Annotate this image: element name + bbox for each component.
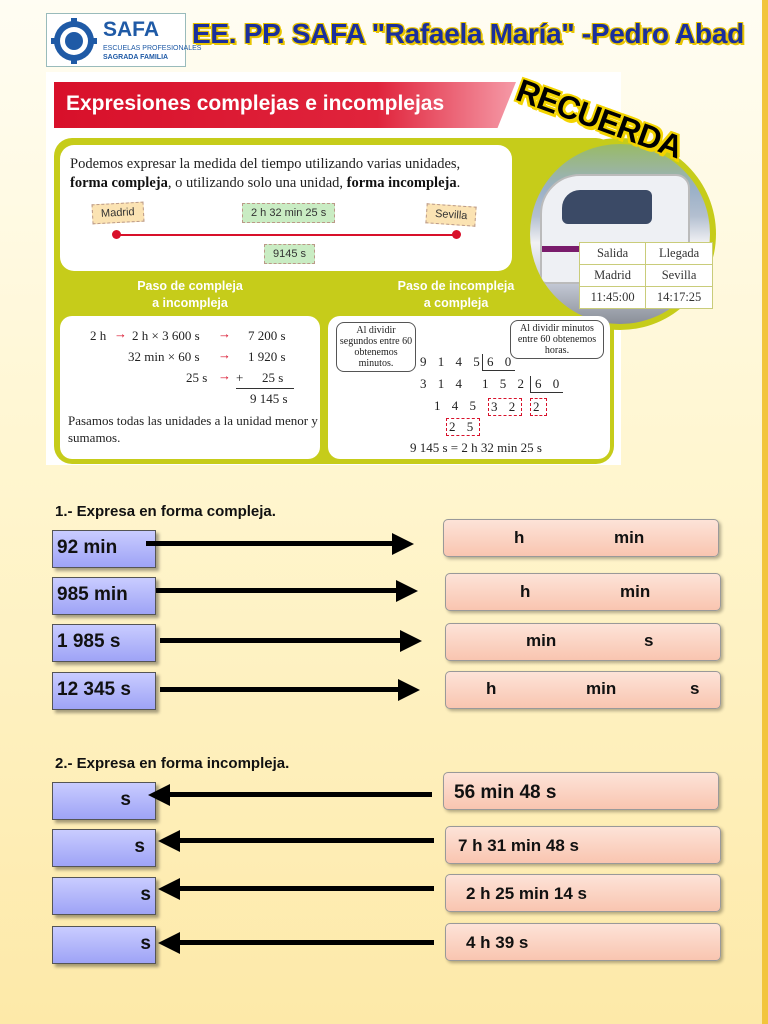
arrow-right-icon (156, 588, 398, 593)
answer-box[interactable] (52, 877, 156, 915)
division-divisor-1: 6 0 (482, 354, 515, 371)
arrow-right-icon (396, 580, 418, 602)
route-end-dot (452, 230, 461, 239)
answer-box[interactable] (443, 519, 719, 557)
arrow-left-icon (148, 784, 170, 806)
division-quotient-2: 3 2 (488, 398, 522, 416)
exercise-1-value: 985 min (52, 577, 156, 615)
right-title-line-2: a compleja (423, 296, 489, 310)
intro-term-compleja: forma compleja (70, 175, 168, 191)
schedule-row (580, 265, 713, 287)
exercise-2-value: 2 h 25 min 14 s (445, 874, 721, 912)
intro-end: . (456, 175, 461, 191)
lesson-banner-title: Expresiones complejas e incomplejas (66, 92, 445, 115)
division-remainder-2: 1 4 5 (434, 398, 480, 413)
arrow-left-icon (178, 838, 434, 843)
route-line (116, 234, 456, 236)
arrow-right-icon: → (218, 326, 231, 341)
exercise-2-value: 56 min 48 s (443, 772, 719, 810)
intro-line-1: Podemos expresar la medida del tiempo utilizando varias unidades, (70, 156, 461, 172)
schedule-cell: Madrid (580, 265, 646, 287)
unit-label: min (526, 631, 557, 650)
answer-box[interactable] (52, 782, 156, 820)
arrow-right-icon: → (114, 326, 127, 341)
recuerda-label: RECUERDA (511, 72, 687, 166)
exercise-1-value: 12 345 s (52, 672, 156, 710)
arrow-left-icon (178, 886, 434, 891)
unit-label: s (690, 679, 700, 698)
logo-subtitle-1: ESCUELAS PROFESIONALES (103, 45, 202, 52)
logo-subtitle-2: SAGRADA FAMILIA (103, 54, 169, 61)
schedule-header: Llegada (646, 243, 713, 265)
answer-box[interactable] (52, 926, 156, 964)
calc-seconds: 25 s (186, 370, 208, 385)
arrow-right-icon (398, 679, 420, 701)
arrow-right-icon: → (218, 368, 231, 383)
arrow-left-icon (178, 940, 434, 945)
answer-box[interactable] (445, 573, 721, 611)
arrow-right-icon (160, 687, 400, 692)
division-dividend: 9 1 4 5 (420, 354, 484, 369)
intro-middle: , o utilizando solo una unidad, (167, 175, 344, 191)
left-title-line-1: Paso de compleja (137, 279, 243, 293)
arrow-left-icon (158, 878, 180, 900)
exercise-2-value: 4 h 39 s (445, 923, 721, 961)
division-remainder-1: 3 1 4 (420, 376, 466, 391)
calc-minutes-mult: 32 min × 60 s (128, 349, 200, 364)
logo-name: SAFA (103, 18, 160, 41)
division-remainder-3: 2 5 (446, 418, 480, 436)
left-section-title (106, 278, 274, 312)
bubble-minutes: Al dividir minutos entre 60 obtenemos horas. (510, 320, 604, 359)
unit-label: s (140, 933, 151, 954)
intro-text (70, 155, 510, 193)
division-quotient-1: 1 5 2 (482, 376, 528, 391)
schedule-header-row (580, 243, 713, 265)
unit-label: min (614, 528, 645, 547)
right-section-title (366, 278, 546, 312)
arrow-right-icon (160, 638, 402, 643)
school-title: EE. PP. SAFA "Rafaela María" -Pedro Abad (192, 18, 744, 49)
answer-box[interactable] (52, 829, 156, 867)
schedule-header: Salida (580, 243, 646, 265)
gear-logo-icon (51, 18, 97, 64)
unit-label: min (586, 679, 617, 698)
tag-complex-time: 2 h 32 min 25 s (242, 203, 335, 223)
division-divisor-2: 6 0 (530, 376, 563, 393)
arrow-left-icon (158, 932, 180, 954)
calc-hours: 2 h (90, 328, 107, 343)
calc-hours-mult: 2 h × 3 600 s (132, 328, 200, 343)
calc-seconds-result: 25 s (262, 370, 284, 385)
calc-plus: + (236, 370, 244, 385)
tag-madrid: Madrid (92, 202, 145, 225)
division-quotient-3: 2 (530, 398, 547, 416)
schedule-cell: Sevilla (646, 265, 713, 287)
arrow-right-icon (392, 533, 414, 555)
left-note: Pasamos todas las unidades a la unidad menor y sumamos. (68, 413, 318, 445)
arrow-left-icon (158, 830, 180, 852)
right-calc-box (328, 316, 610, 459)
unit-label: s (140, 884, 151, 905)
tag-total-seconds: 9145 s (264, 244, 315, 264)
left-calc-box (60, 316, 320, 459)
unit-label: s (120, 789, 131, 810)
unit-label: h (514, 528, 525, 547)
arrow-right-icon (400, 630, 422, 652)
calc-hours-result: 7 200 s (248, 328, 286, 343)
calc-minutes-result: 1 920 s (248, 349, 286, 364)
unit-label: min (620, 582, 651, 601)
schedule-table (579, 242, 713, 309)
tag-sevilla: Sevilla (425, 203, 477, 226)
division-result: 9 145 s = 2 h 32 min 25 s (410, 440, 542, 455)
schedule-cell: 11:45:00 (580, 287, 646, 309)
schedule-row (580, 287, 713, 309)
exercise-1-value: 92 min (52, 530, 156, 568)
schedule-cell: 14:17:25 (646, 287, 713, 309)
answer-box[interactable] (445, 671, 721, 709)
arrow-right-icon: → (218, 347, 231, 362)
route-start-dot (112, 230, 121, 239)
arrow-right-icon (146, 541, 396, 546)
left-title-line-2: a incompleja (152, 296, 228, 310)
unit-label: h (486, 679, 497, 698)
bubble-seconds: Al dividir segundos entre 60 obtenemos minutos. (336, 322, 416, 372)
intro-term-incompleja: forma incompleja (346, 175, 457, 191)
exercise-1-title: 1.- Expresa en forma compleja. (55, 503, 276, 520)
unit-label: h (520, 582, 531, 601)
answer-box[interactable] (445, 623, 721, 661)
unit-label: s (134, 836, 145, 857)
sum-line (236, 388, 294, 389)
exercise-2-value: 7 h 31 min 48 s (445, 826, 721, 864)
exercise-1-value: 1 985 s (52, 624, 156, 662)
arrow-left-icon (168, 792, 432, 797)
calc-total: 9 145 s (250, 391, 288, 406)
exercise-2-title: 2.- Expresa en forma incompleja. (55, 755, 290, 772)
right-title-line-1: Paso de incompleja (397, 279, 515, 293)
unit-label: s (644, 631, 654, 650)
safa-logo (46, 13, 202, 67)
